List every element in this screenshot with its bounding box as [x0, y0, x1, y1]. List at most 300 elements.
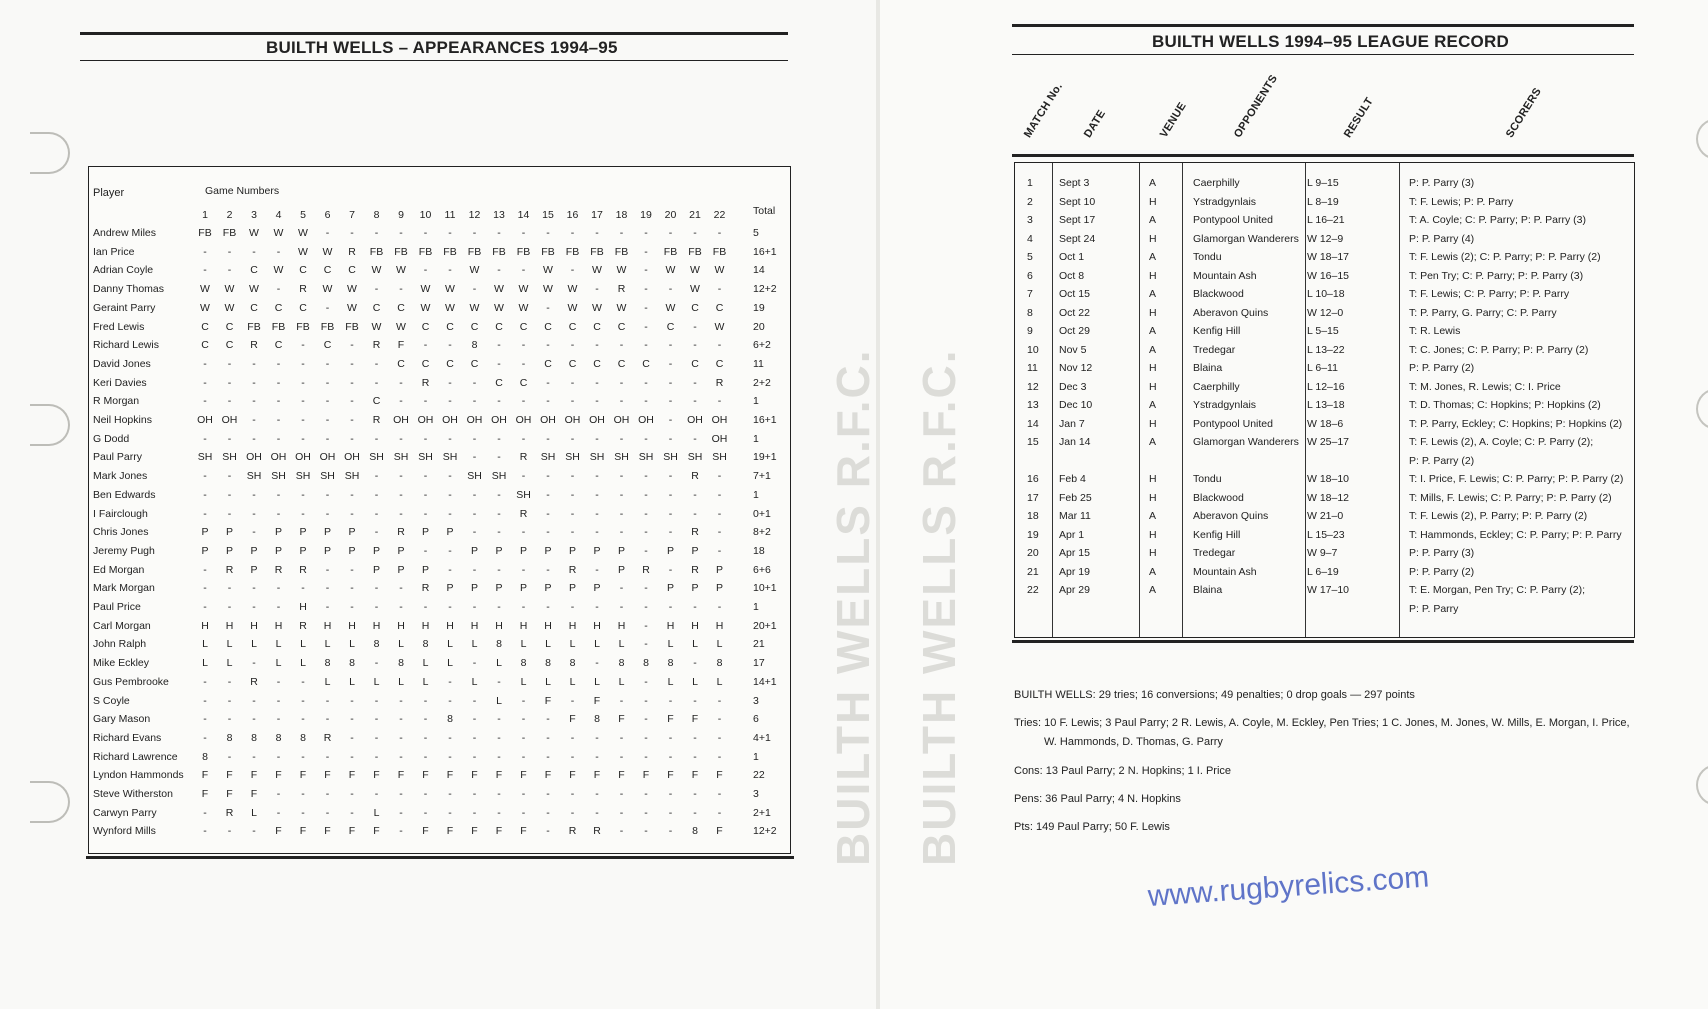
- appearance-cell: W: [518, 283, 529, 296]
- appearance-cell: H: [299, 601, 307, 613]
- appearance-cell: -: [717, 750, 722, 763]
- appearance-cell: P: [372, 544, 380, 557]
- title-rule-top: [80, 32, 788, 35]
- appearance-cell: C: [691, 357, 699, 370]
- match-date: Feb 4: [1059, 473, 1086, 485]
- appearance-cell: -: [497, 451, 501, 464]
- appearance-cell: W: [249, 227, 259, 239]
- appearance-cell: P: [201, 526, 209, 539]
- appearance-cell: OH: [295, 451, 311, 464]
- appearance-cell: -: [227, 395, 232, 408]
- appearance-cell: C: [593, 357, 601, 370]
- appearance-cell: F: [471, 825, 478, 838]
- appearance-cell: -: [644, 675, 648, 688]
- appearance-cell: -: [472, 731, 477, 744]
- appearance-cell: -: [644, 825, 648, 838]
- appearance-cell: -: [423, 601, 428, 613]
- appearance-cell: -: [301, 788, 305, 800]
- appearance-cell: -: [301, 376, 305, 389]
- appearance-cell: -: [595, 750, 599, 763]
- match-number: 2: [1027, 195, 1033, 208]
- appearance-cell: OH: [564, 414, 581, 426]
- appearance-cell: -: [546, 227, 550, 239]
- game-number: 12: [468, 209, 481, 221]
- player-name: Mark Jones: [93, 470, 148, 483]
- appearance-total: 5: [753, 227, 759, 239]
- header-opponents: OPPONENTS: [1231, 72, 1281, 140]
- appearance-cell: -: [448, 806, 452, 819]
- header-match-no: MATCH No.: [1021, 80, 1066, 140]
- appearance-cell: -: [497, 563, 501, 576]
- appearance-cell: -: [472, 657, 477, 670]
- scorers: P: P. Parry (3): [1409, 177, 1475, 189]
- game-number: 6: [324, 209, 331, 221]
- appearance-cell: -: [521, 357, 526, 370]
- appearance-cell: -: [203, 488, 207, 501]
- appearance-cell: -: [325, 507, 330, 520]
- match-number: 9: [1027, 325, 1033, 337]
- appearance-cell: OH: [246, 451, 262, 464]
- player-name: Richard Lewis: [93, 339, 159, 352]
- appearance-total: 19: [753, 301, 765, 314]
- appearance-cell: -: [693, 227, 697, 239]
- appearance-cell: -: [693, 694, 697, 707]
- appearance-cell: -: [619, 227, 624, 239]
- appearance-cell: -: [374, 526, 379, 539]
- game-number: 5: [300, 209, 306, 221]
- match-result: W 12–0: [1307, 306, 1344, 319]
- appearance-cell: C: [617, 320, 626, 333]
- appearance-cell: -: [497, 601, 501, 613]
- appearance-cell: -: [325, 376, 330, 389]
- match-result: L 13–22: [1307, 343, 1345, 356]
- appearance-cell: P: [593, 582, 601, 595]
- appearance-cell: -: [668, 357, 673, 370]
- appearance-cell: P: [274, 544, 282, 557]
- appearance-cell: P: [666, 582, 674, 595]
- scorers: P: P. Parry (3): [1409, 547, 1475, 559]
- match-venue: A: [1149, 565, 1157, 578]
- appearance-total: 12+2: [753, 283, 777, 296]
- match-number: 7: [1027, 288, 1033, 300]
- appearance-cell: -: [399, 806, 403, 819]
- appearance-cell: -: [448, 395, 452, 408]
- appearance-cell: -: [570, 395, 575, 408]
- appearance-cell: -: [546, 750, 550, 763]
- appearance-cell: SH: [246, 470, 262, 483]
- appearance-cell: R: [519, 507, 528, 520]
- appearance-cell: -: [619, 825, 624, 838]
- binder-hole: [30, 781, 70, 823]
- appearance-cell: R: [421, 582, 430, 595]
- appearance-cell: -: [570, 264, 575, 277]
- game-number: 10: [419, 209, 432, 221]
- appearance-cell: 8: [251, 731, 257, 744]
- appearance-cell: -: [276, 750, 281, 763]
- appearance-cell: P: [225, 526, 233, 539]
- appearance-cell: -: [521, 806, 526, 819]
- appearance-cell: -: [276, 245, 281, 258]
- appearance-cell: L: [422, 675, 429, 688]
- appearance-cell: F: [691, 713, 699, 726]
- appearance-cell: -: [276, 806, 281, 819]
- match-venue: H: [1149, 528, 1157, 541]
- match-date: Sept 24: [1059, 232, 1096, 245]
- appearance-cell: C: [397, 357, 405, 370]
- appearance-total: 21: [753, 638, 765, 651]
- appearance-cell: -: [203, 470, 207, 483]
- appearance-cell: -: [448, 470, 452, 483]
- appearance-cell: -: [619, 601, 624, 613]
- appearance-cell: -: [644, 376, 648, 389]
- match-venue: H: [1149, 232, 1157, 245]
- appearance-cell: F: [716, 825, 723, 838]
- appearance-cell: F: [593, 769, 601, 782]
- appearance-cell: P: [299, 544, 307, 557]
- appearance-cell: F: [397, 769, 405, 782]
- opponent: Aberavon Quins: [1193, 306, 1269, 319]
- appearance-cell: 8: [692, 825, 698, 838]
- appearance-cell: -: [448, 339, 452, 352]
- appearance-total: 17: [753, 657, 765, 670]
- appearance-cell: W: [690, 264, 700, 277]
- appearance-cell: SH: [638, 451, 654, 464]
- appearance-cell: -: [252, 657, 256, 670]
- appearance-cell: -: [399, 731, 403, 744]
- match-result: L 12–16: [1307, 380, 1345, 393]
- scorers: T: D. Thomas; C: Hopkins; P: Hopkins (2): [1409, 399, 1601, 411]
- appearance-cell: SH: [614, 451, 629, 464]
- appearance-cell: -: [423, 264, 428, 277]
- appearance-cell: FB: [271, 320, 286, 333]
- player-name: Lyndon Hammonds: [93, 769, 184, 782]
- appearance-cell: L: [520, 675, 527, 688]
- appearance-cell: -: [521, 563, 526, 576]
- appearance-cell: -: [693, 376, 697, 389]
- appearance-cell: W: [322, 245, 333, 258]
- appearance-cell: -: [276, 414, 281, 426]
- scorers: T: F. Lewis (2), A. Coyle; C: P. Parry (2);: [1409, 436, 1594, 448]
- match-date: Oct 29: [1059, 325, 1090, 337]
- appearance-cell: FB: [541, 245, 555, 258]
- match-result: L 5–15: [1307, 325, 1339, 337]
- appearance-total: 3: [753, 694, 759, 707]
- appearance-cell: OH: [344, 451, 360, 464]
- appearance-cell: H: [519, 619, 528, 632]
- match-date: Dec 3: [1059, 380, 1087, 393]
- appearance-cell: 8: [422, 638, 429, 651]
- player-name: Ben Edwards: [93, 488, 156, 501]
- appearance-cell: F: [250, 788, 258, 800]
- appearance-cell: -: [497, 788, 501, 800]
- match-number: 5: [1027, 251, 1033, 263]
- appearance-cell: P: [372, 563, 380, 576]
- appearance-cell: -: [325, 582, 330, 595]
- appearance-cell: -: [546, 788, 550, 800]
- appearance-cell: R: [274, 563, 283, 576]
- appearance-cell: W: [347, 301, 357, 314]
- appearance-cell: -: [301, 675, 305, 688]
- match-date: Apr 19: [1059, 565, 1090, 578]
- appearance-cell: -: [521, 432, 526, 445]
- appearance-cell: -: [644, 526, 648, 539]
- appearance-cell: -: [252, 507, 256, 520]
- appearance-cell: P: [519, 582, 527, 595]
- appearance-cell: OH: [613, 414, 630, 426]
- appearance-cell: -: [399, 395, 403, 408]
- appearance-cell: -: [325, 357, 330, 370]
- appearance-cell: -: [644, 264, 648, 277]
- player-name: Geraint Parry: [93, 301, 156, 314]
- appearance-cell: R: [617, 283, 626, 296]
- appearance-cell: -: [325, 414, 330, 426]
- appearance-cell: -: [350, 563, 354, 576]
- appearance-cell: -: [399, 825, 403, 838]
- appearance-cell: L: [496, 657, 502, 670]
- appearance-cell: -: [399, 470, 403, 483]
- appearance-cell: -: [325, 488, 330, 501]
- appearance-cell: -: [325, 806, 330, 819]
- appearance-cell: -: [644, 432, 648, 445]
- appearance-cell: -: [644, 750, 648, 763]
- appearance-cell: -: [619, 339, 624, 352]
- appearance-cell: -: [472, 526, 477, 539]
- appearance-cell: R: [568, 825, 577, 838]
- appearance-cell: -: [546, 806, 550, 819]
- appearance-cell: P: [470, 544, 478, 557]
- appearance-cell: -: [325, 694, 330, 707]
- appearance-cell: R: [348, 245, 356, 258]
- appearance-cell: FB: [443, 245, 457, 258]
- appearance-cell: FB: [320, 320, 335, 333]
- scorers: T: P. Parry, G. Parry; C: P. Parry: [1409, 306, 1557, 319]
- appearance-cell: P: [397, 544, 405, 557]
- appearance-cell: -: [423, 694, 428, 707]
- appearance-cell: -: [644, 731, 648, 744]
- appearance-cell: -: [521, 227, 526, 239]
- appearance-cell: FB: [247, 320, 261, 333]
- appearance-cell: OH: [197, 414, 213, 426]
- appearance-cell: -: [644, 601, 648, 613]
- appearance-cell: -: [619, 806, 624, 819]
- game-number: 14: [517, 209, 530, 221]
- appearance-cell: L: [471, 675, 478, 688]
- appearance-cell: 8: [716, 657, 723, 670]
- appearance-cell: L: [692, 638, 698, 651]
- appearance-cell: W: [420, 283, 431, 296]
- appearance-cell: -: [546, 713, 550, 726]
- appearance-cell: C: [225, 320, 234, 333]
- appearance-cell: L: [594, 638, 600, 651]
- appearance-cell: -: [595, 526, 599, 539]
- appearance-cell: SH: [687, 451, 703, 464]
- appearance-cell: -: [668, 470, 673, 483]
- appearance-cell: C: [250, 264, 258, 277]
- appearance-cell: F: [471, 769, 478, 782]
- appearance-cell: L: [471, 638, 478, 651]
- appearance-cell: C: [715, 357, 724, 370]
- season-summary: BUILTH WELLS: 29 tries; 16 conversions; 49 penalties; 0 drop goals — 297 points: [1014, 689, 1415, 701]
- appearance-cell: L: [667, 675, 674, 688]
- appearance-cell: L: [667, 638, 674, 651]
- player-name: David Jones: [93, 357, 151, 370]
- appearance-cell: -: [668, 806, 673, 819]
- match-venue: A: [1149, 325, 1157, 337]
- appearance-cell: P: [617, 563, 625, 576]
- appearance-cell: R: [299, 283, 307, 296]
- appearance-cell: -: [203, 264, 207, 277]
- scorers: T: M. Jones, R. Lewis; C: I. Price: [1409, 380, 1561, 393]
- appearance-cell: FB: [296, 320, 310, 333]
- appearance-cell: P: [495, 544, 503, 557]
- appearance-cell: C: [470, 357, 479, 370]
- appearance-cell: H: [372, 619, 381, 632]
- appearance-cell: P: [568, 544, 576, 557]
- appearance-cell: -: [399, 788, 403, 800]
- appearance-cell: -: [448, 432, 452, 445]
- appearance-cell: W: [273, 264, 284, 277]
- appearance-cell: -: [570, 488, 575, 501]
- game-number: 19: [640, 209, 652, 221]
- appearance-cell: -: [227, 432, 232, 445]
- appearance-cell: F: [520, 769, 527, 782]
- game-number: 11: [444, 209, 456, 221]
- appearance-cell: F: [618, 769, 625, 782]
- scorers: T: R. Lewis: [1409, 325, 1461, 337]
- appearance-cell: -: [546, 507, 550, 520]
- appearance-cell: -: [423, 395, 428, 408]
- appearance-total: 16+1: [753, 414, 777, 426]
- header-date: DATE: [1081, 107, 1109, 140]
- appearance-cell: L: [716, 638, 723, 651]
- appearance-cell: -: [448, 563, 452, 576]
- opponent: Pontypool United: [1193, 417, 1273, 430]
- player-header: Player: [93, 187, 125, 199]
- appearance-cell: -: [546, 526, 550, 539]
- appearance-cell: -: [521, 264, 526, 277]
- appearance-cell: -: [423, 544, 428, 557]
- appearance-cell: -: [374, 470, 379, 483]
- appearance-total: 1: [753, 395, 759, 408]
- match-venue: H: [1149, 195, 1157, 208]
- match-result: L 9–15: [1307, 177, 1339, 189]
- appearance-cell: F: [667, 713, 674, 726]
- appearance-cell: W: [396, 320, 406, 333]
- appearance-cell: F: [495, 825, 503, 838]
- appearance-cell: -: [546, 301, 550, 314]
- appearance-total: 18: [753, 544, 765, 557]
- appearance-cell: -: [227, 264, 232, 277]
- match-date: Sept 10: [1059, 195, 1096, 208]
- appearance-total: 7+1: [753, 470, 771, 483]
- appearances-title: BUILTH WELLS – APPEARANCES 1994–95: [266, 38, 618, 57]
- appearance-cell: R: [299, 563, 307, 576]
- appearance-cell: -: [595, 488, 599, 501]
- scorers: T: Mills, F. Lewis; C: P. Parry; P: P. Parry (2): [1409, 491, 1612, 504]
- appearance-cell: W: [420, 301, 431, 314]
- appearance-cell: F: [348, 825, 356, 838]
- match-venue: A: [1149, 214, 1157, 226]
- scorers: T: Pen Try; C: P. Parry; P: P. Parry (3): [1409, 269, 1584, 282]
- appearance-cell: L: [300, 657, 306, 670]
- appearance-cell: OH: [393, 414, 409, 426]
- game-number: 18: [615, 209, 628, 221]
- appearance-cell: 8: [226, 731, 233, 744]
- appearance-cell: -: [301, 357, 305, 370]
- appearance-total: 6: [753, 713, 759, 726]
- appearance-cell: P: [715, 582, 723, 595]
- appearance-cell: W: [200, 301, 210, 314]
- appearance-cell: C: [495, 320, 503, 333]
- appearance-cell: -: [399, 750, 403, 763]
- opponent: Caerphilly: [1193, 177, 1240, 189]
- appearance-cell: C: [691, 301, 699, 314]
- appearance-cell: -: [227, 582, 232, 595]
- appearance-cell: -: [521, 395, 526, 408]
- appearance-cell: -: [276, 357, 281, 370]
- appearance-cell: -: [276, 395, 281, 408]
- appearance-cell: C: [519, 320, 528, 333]
- appearance-cell: -: [276, 582, 281, 595]
- appearance-cell: -: [399, 601, 403, 613]
- player-name: Richard Evans: [93, 731, 162, 744]
- appearance-cell: -: [521, 713, 526, 726]
- appearance-cell: R: [225, 563, 234, 576]
- appearance-cell: SH: [295, 470, 311, 483]
- appearance-total: 1: [753, 750, 759, 763]
- appearance-cell: R: [568, 563, 577, 576]
- appearance-cell: FB: [222, 227, 237, 239]
- appearance-cell: P: [225, 544, 233, 557]
- header-venue: VENUE: [1157, 100, 1189, 140]
- appearance-cell: L: [202, 638, 208, 651]
- appearance-cell: -: [399, 432, 403, 445]
- match-result: L 6–11: [1307, 362, 1338, 374]
- appearance-cell: L: [202, 657, 208, 670]
- appearance-cell: F: [397, 339, 405, 352]
- appearance-cell: -: [325, 788, 330, 800]
- appearance-cell: -: [717, 526, 722, 539]
- appearance-cell: -: [570, 806, 575, 819]
- appearance-cell: L: [618, 638, 625, 651]
- opponent: Ystradgynlais: [1193, 195, 1257, 208]
- match-number: 19: [1027, 528, 1039, 541]
- appearance-cell: -: [546, 825, 550, 838]
- match-number: 1: [1027, 177, 1033, 189]
- appearance-cell: P: [421, 563, 429, 576]
- appearance-cell: C: [446, 320, 454, 333]
- appearance-cell: -: [644, 619, 648, 632]
- appearance-cell: W: [224, 301, 235, 314]
- match-result: W 18–17: [1307, 251, 1350, 263]
- appearance-cell: P: [470, 582, 478, 595]
- player-name: Gary Mason: [93, 713, 151, 726]
- appearance-cell: -: [693, 788, 697, 800]
- appearance-cell: C: [274, 301, 283, 314]
- appearance-cell: -: [301, 395, 305, 408]
- appearance-cell: -: [595, 283, 599, 296]
- appearance-cell: L: [569, 675, 576, 688]
- appearance-cell: W: [273, 227, 284, 239]
- appearance-cell: W: [518, 301, 529, 314]
- appearance-cell: -: [570, 376, 575, 389]
- appearance-cell: C: [715, 301, 724, 314]
- appearance-cell: F: [593, 694, 601, 707]
- game-number: 21: [689, 209, 701, 221]
- appearance-cell: W: [616, 301, 627, 314]
- appearance-cell: L: [251, 638, 257, 651]
- watermark: BUILTH WELLS R.F.C.: [827, 348, 879, 866]
